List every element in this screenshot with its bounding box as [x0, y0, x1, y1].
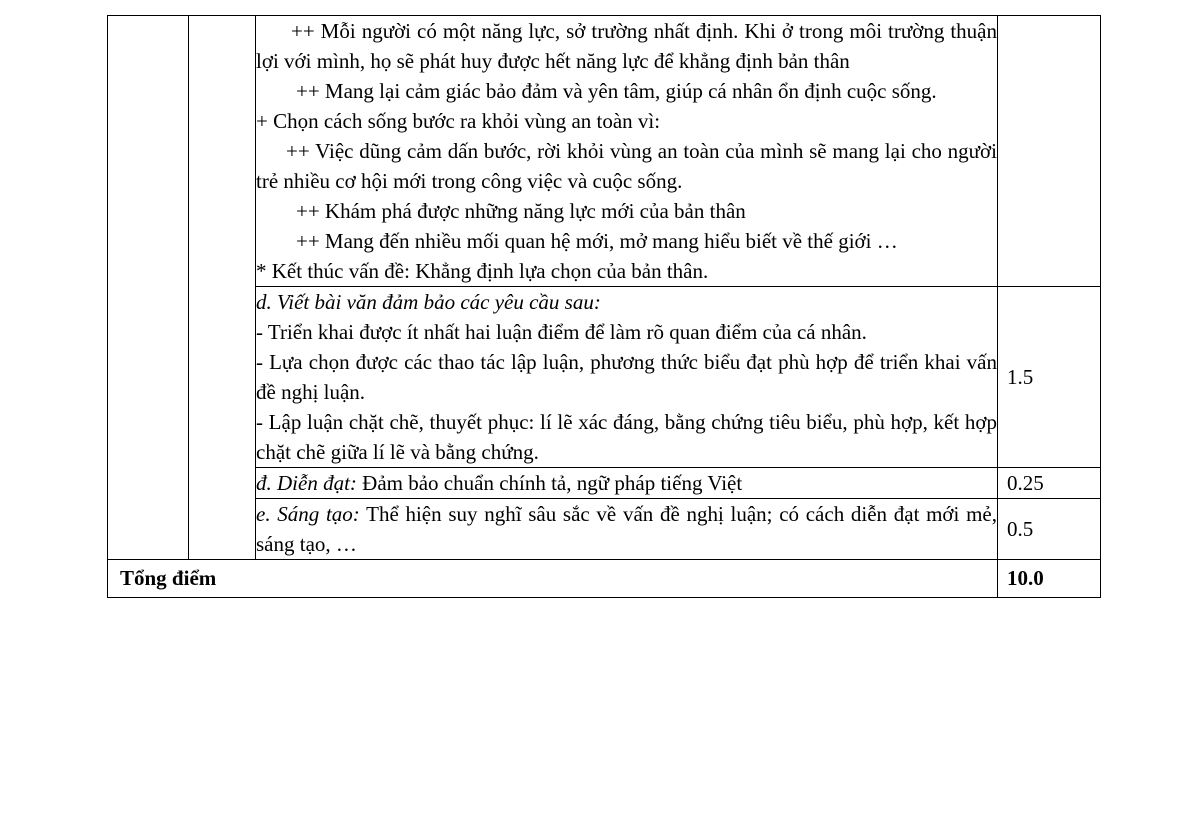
- content-cell-d: [256, 287, 998, 468]
- content-line: - Lựa chọn được các thao tác lập luận, phương thức biểu đạt phù hợp để triển khai vấn đề nghị luận.: [256, 350, 997, 404]
- blank-cell-col2: [189, 16, 256, 560]
- blank-cell-col1: [108, 16, 189, 560]
- criterion-label: e. Sáng tạo:: [256, 502, 360, 526]
- content-cell-arguments: [256, 16, 998, 287]
- criterion-label: đ. Diễn đạt:: [256, 471, 357, 495]
- total-label: Tổng điểm: [108, 560, 998, 598]
- table-row: [108, 287, 1101, 468]
- scoring-table: [107, 15, 1101, 598]
- content-line: ++ Mang đến nhiều mối quan hệ mới, mở mang hiểu biết về thế giới …: [296, 229, 898, 253]
- table-row: [108, 16, 1101, 287]
- content-cell-dd: [256, 468, 998, 499]
- table-row: [108, 499, 1101, 560]
- table-row: [108, 468, 1101, 499]
- content-cell-e: [256, 499, 998, 560]
- content-line: ++ Việc dũng cảm dấn bước, rời khỏi vùng an toàn của mình sẽ mang lại cho người trẻ nhiều cơ hội mới trong công việc và cuộc sống.: [256, 139, 997, 193]
- score-cell-empty: [998, 16, 1101, 287]
- score-cell-dd: 0.25: [998, 468, 1101, 499]
- content-line: + Chọn cách sống bước ra khỏi vùng an toàn vì:: [256, 109, 661, 133]
- criterion-text: Đảm bảo chuẩn chính tả, ngữ pháp tiếng Việt: [356, 471, 743, 495]
- score-cell-e: 0.5: [998, 499, 1101, 560]
- score-cell-d: 1.5: [998, 287, 1101, 468]
- content-line: - Triển khai được ít nhất hai luận điểm để làm rõ quan điểm của cá nhân.: [256, 320, 867, 344]
- total-row: [108, 560, 1101, 598]
- criterion-heading: d. Viết bài văn đảm bảo các yêu cầu sau:: [256, 290, 601, 314]
- criterion-text: Thể hiện suy nghĩ sâu sắc về vấn đề nghị luận; có cách diễn đạt mới mẻ, sáng tạo, …: [256, 502, 997, 556]
- content-line: * Kết thúc vấn đề: Khẳng định lựa chọn của bản thân.: [256, 259, 709, 283]
- content-line: ++ Mỗi người có một năng lực, sở trường nhất định. Khi ở trong môi trường thuận lợi với mình, họ sẽ phát huy được hết năng lực để khẳng định bản thân: [256, 19, 997, 73]
- content-line: - Lập luận chặt chẽ, thuyết phục: lí lẽ xác đáng, bằng chứng tiêu biểu, phù hợp, kết hợp chặt chẽ giữa lí lẽ và bằng chứng.: [256, 410, 997, 464]
- content-line: ++ Khám phá được những năng lực mới của bản thân: [296, 199, 746, 223]
- total-score: 10.0: [998, 560, 1101, 598]
- content-line: ++ Mang lại cảm giác bảo đảm và yên tâm, giúp cá nhân ổn định cuộc sống.: [296, 79, 937, 103]
